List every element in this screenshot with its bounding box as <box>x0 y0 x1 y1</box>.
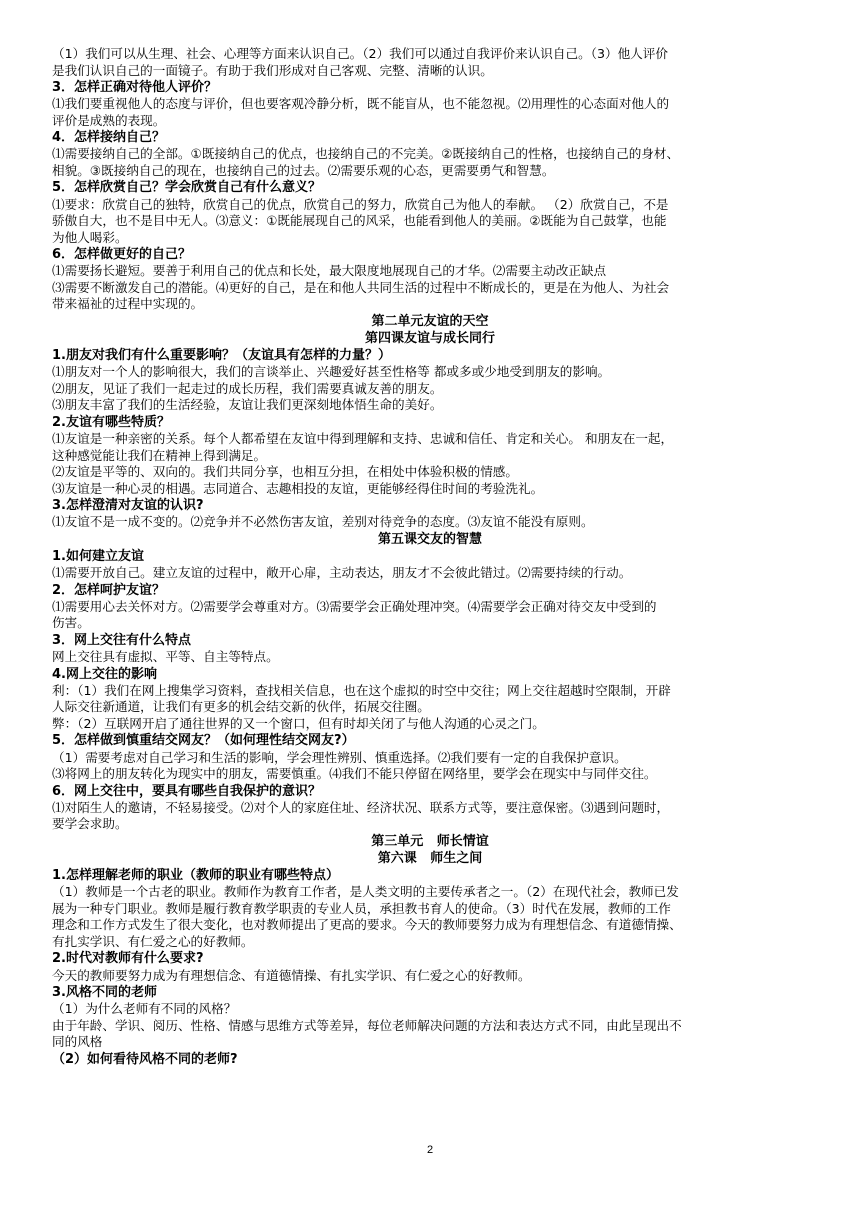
section-title: 第五课交友的智慧 <box>377 531 482 547</box>
text-line: ⑶朋友丰富了我们的生活经验，友谊让我们更深刻地体悟生命的美好。 <box>52 397 443 413</box>
section-title: 第四课友谊与成长同行 <box>364 331 495 347</box>
text-line: 理念和工作方式发生了很大变化，也对教师提出了更高的要求。今天的教师要努力成为有理想信念、有道德情操、 <box>52 917 682 933</box>
text-line: ⑴需要接纳自己的全部。①既接纳自己的优点，也接纳自己的不完美。②既接纳自己的性格，也接纳自己的身材、 <box>52 146 680 162</box>
text-line: ⑵朋友，见证了我们一起走过的成长历程，我们需要真诚友善的朋友。 <box>52 380 443 396</box>
text-line: （1）我们可以从生理、社会、心理等方面来认识自己。（2）我们可以通过自我评价来认识自己。（3）他人评价 <box>52 46 668 61</box>
text-line: 今天的教师要努力成为有理想信念、有道德情操、有扎实学识、有仁爱之心的好教师。 <box>52 967 531 983</box>
text-line: 人际交往新通道，让我们有更多的机会结交新的伙伴，拓展交往圈。 <box>52 699 430 715</box>
section-title: 第六课 师生之间 <box>377 850 483 866</box>
text-line: 为他人喝彩。 <box>52 229 128 245</box>
text-line: ⑴友谊不是一成不变的。⑵竞争并不必然伤害友谊，差别对待竞争的态度。⑶友谊不能没有原则。 <box>52 514 594 530</box>
text-line: 由于年龄、学识、阅历、性格、情感与思维方式等差异，每位老师解决问题的方法和表达方式不同，由此呈现出不 <box>52 1017 682 1033</box>
text-line: 伤害。 <box>52 615 90 631</box>
question-heading: 2.时代对教师有什么要求? <box>52 951 204 967</box>
text-line: ⑴朋友对一个人的影响很大，我们的言谈举止、兴趣爱好甚至性格等 都或多或少地受到朋友的影响。 <box>52 364 611 380</box>
text-line: ⑴需要用心去关怀对方。⑵需要学会尊重对方。⑶需要学会正确处理冲突。⑷需要学会正确对待交友中受到的 <box>52 598 657 614</box>
text-line: ⑵友谊是平等的、双向的。我们共同分享，也相互分担，在相处中体验积极的情感。 <box>52 464 518 480</box>
text-line: 要学会求助。 <box>52 816 128 832</box>
question-heading: 4.网上交往的影响 <box>52 666 157 682</box>
text-line: ⑶友谊是一种心灵的相遇。志同道合、志趣相投的友谊，更能够经得住时间的考验洗礼。 <box>52 480 544 496</box>
text-line: 有扎实学识、有仁爱之心的好教师。 <box>52 933 254 949</box>
question-heading: 1.如何建立友谊 <box>52 549 144 565</box>
text-line: （1）教师是一个古老的职业。教师作为教育工作者，是人类文明的主要传承者之一。（2）在现代社会，教师已发 <box>52 884 679 900</box>
question-heading: 6．怎样做更好的自己？ <box>52 247 192 263</box>
section-title: 第三单元 师长情谊 <box>371 833 489 849</box>
text-line: 同的风格 <box>52 1034 103 1050</box>
text-line: ⑶将网上的朋友转化为现实中的朋友，需要慎重。⑷我们不能只停留在网络里，要学会在现实中与同伴交往。 <box>52 766 657 782</box>
text-line: 是我们认识自己的一面镜子。有助于我们形成对自己客观、完整、清晰的认识。 <box>52 62 493 78</box>
text-line: ⑴需要扬长避短。要善于利用自己的优点和长处，最大限度地展现自己的才华。⑵需要主动改正缺点 <box>52 263 607 279</box>
question-heading: 5．怎样欣赏自己？学会欣赏自己有什么意义？ <box>52 180 322 196</box>
question-heading: 1.朋友对我们有什么重要影响？（友谊具有怎样的力量？） <box>52 348 391 364</box>
question-heading: 1.怎样理解老师的职业（教师的职业有哪些特点） <box>52 868 339 884</box>
text-line: ⑶需要不断激发自己的潜能。⑷更好的自己，是在和他人共同生活的过程中不断成长的，更是在为他人、为社会 <box>52 279 670 295</box>
text-line: 评价是成熟的表现。 <box>52 112 166 128</box>
page-number: 2 <box>426 1144 434 1156</box>
question-heading: （2）如何看待风格不同的老师? <box>52 1051 238 1067</box>
question-heading: 5．怎样做到慎重结交网友？（如何理性结交网友?） <box>52 733 355 749</box>
text-line: 利：（1）我们在网上搜集学习资料，查找相关信息，也在这个虚拟的时空中交往；网上交往超越时空限制，开辟 <box>52 682 671 698</box>
question-heading: 2.友谊有哪些特质？ <box>52 414 170 430</box>
text-line: ⑴需要开放自己。建立友谊的过程中，敞开心扉，主动表达，朋友才不会彼此错过。⑵需要持续的行动。 <box>52 565 632 581</box>
question-heading: 3．网上交往有什么特点 <box>52 632 192 648</box>
text-line: ⑴我们要重视他人的态度与评价，但也要客观冷静分析，既不能盲从，也不能忽视。⑵用理性的心态面对他人的 <box>52 96 670 112</box>
question-heading: 4．怎样接纳自己？ <box>52 130 166 146</box>
question-heading: 2．怎样呵护友谊？ <box>52 582 166 598</box>
document-body <box>52 46 808 1068</box>
text-line: （1）需要考虑对自己学习和生活的影响，学会理性辨别、慎重选择。⑵我们要有一定的自我保护意识。 <box>52 749 627 765</box>
text-line: ⑴对陌生人的邀请，不轻易接受。⑵对个人的家庭住址、经济状况、联系方式等，要注意保密。⑶遇到问题时， <box>52 799 670 815</box>
section-title: 第二单元友谊的天空 <box>371 313 489 329</box>
text-line: 骄傲自大，也不是目中无人。⑶意义：①既能展现自己的风采，也能看到他人的美丽。②既能为自己鼓掌，也能 <box>52 213 667 229</box>
text-line: 展为一种专门职业。教师是履行教育教学职责的专业人员，承担教书育人的使命。（3）时代在发展，教师的工作 <box>52 900 671 916</box>
text-line: 带来福祉的过程中实现的。 <box>52 296 204 312</box>
text-line: ⑴友谊是一种亲密的关系。每个人都希望在友谊中得到理解和支持、忠诚和信任、肯定和关心。 和朋友在一起， <box>52 431 674 447</box>
question-heading: 3．怎样正确对待他人评价？ <box>52 80 218 95</box>
text-line: 弊：（2）互联网开启了通往世界的又一个窗口，但有时却关闭了与他人沟通的心灵之门。 <box>52 715 545 731</box>
question-heading: 3.风格不同的老师 <box>52 985 157 1001</box>
question-heading: 6．网上交往中，要具有哪些自我保护的意识？ <box>52 783 322 799</box>
text-line: （1）为什么老师有不同的风格？ <box>52 1001 237 1017</box>
text-line: 这种感觉能让我们在精神上得到满足。 <box>52 447 267 463</box>
text-line: ⑴要求：欣赏自己的独特，欣赏自己的优点，欣赏自己的努力，欣赏自己为他人的奉献。 （2）欣赏自己，不是 <box>52 196 669 212</box>
text-line: 相貌。③既接纳自己的现在，也接纳自己的过去。⑵需要乐观的心态，更需要勇气和智慧。 <box>52 162 555 178</box>
question-heading: 3.怎样澄清对友谊的认识? <box>52 498 204 514</box>
text-line: 网上交往具有虚拟、平等、自主等特点。 <box>52 649 279 665</box>
